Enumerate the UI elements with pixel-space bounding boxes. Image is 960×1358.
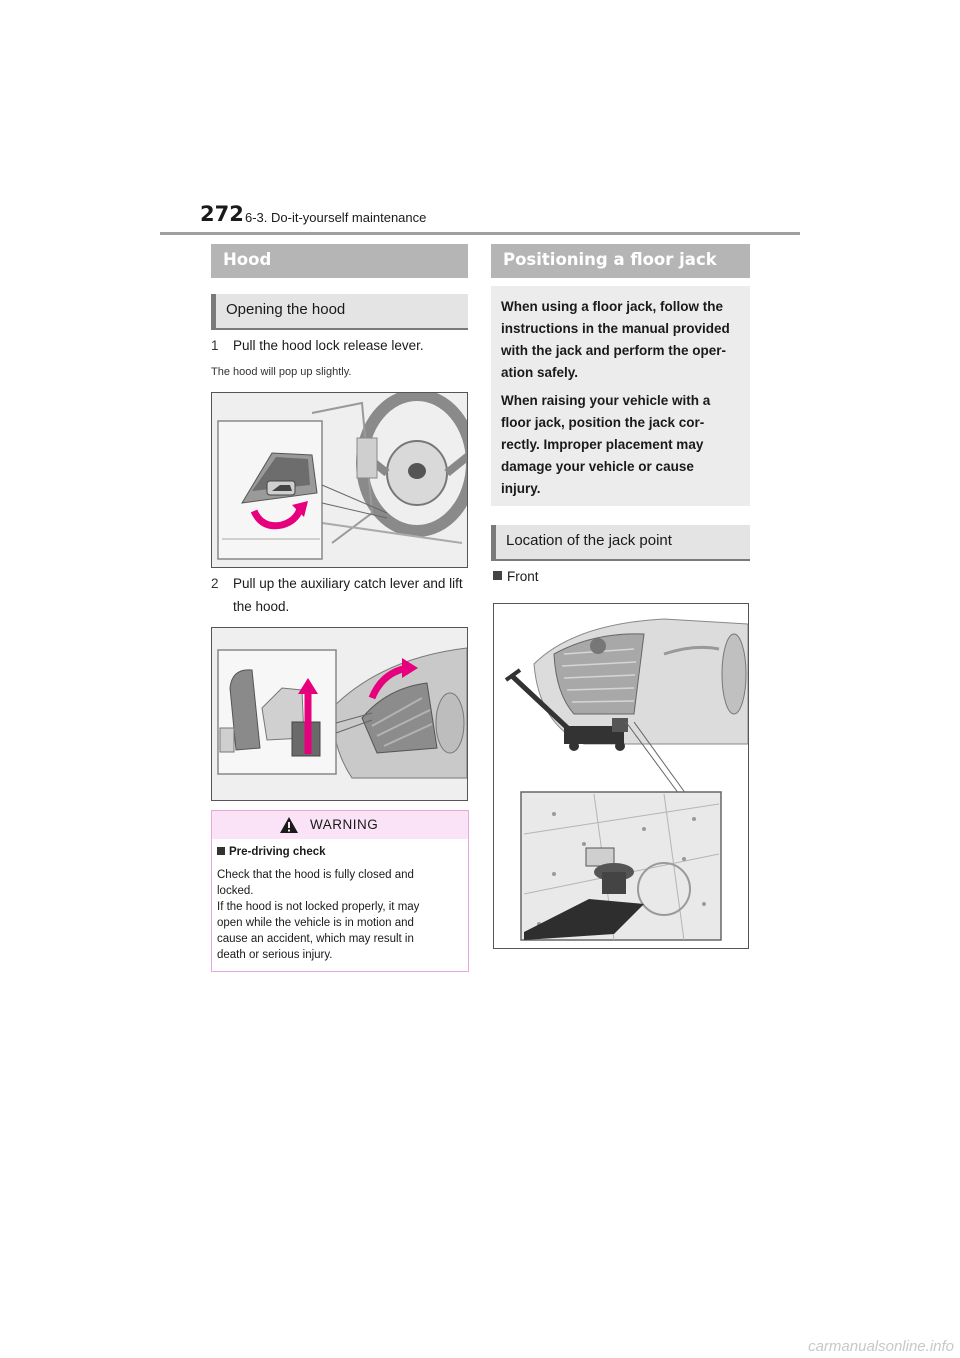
info-paragraph-2: When raising your vehicle with a floor jack, position the jack cor-rectly. Improper placement may damage your vehicle or cause injury. <box>501 393 711 496</box>
step-1-note: The hood will pop up slightly. <box>211 366 352 378</box>
jack-point-figure <box>493 603 749 949</box>
warning-header <box>212 811 468 839</box>
hood-title: Hood <box>223 250 272 269</box>
hood-release-figure <box>211 392 468 568</box>
watermark <box>680 1336 960 1358</box>
step-1-text: Pull the hood lock release lever. <box>233 338 424 353</box>
step-2-number: 2 <box>211 576 219 591</box>
opening-hood-label: Opening the hood <box>226 301 346 318</box>
warning-triangle-icon <box>279 816 299 834</box>
warning-subtitle: Pre-driving check <box>217 846 326 858</box>
opening-hood-heading <box>211 294 468 328</box>
step-2-text: Pull up the auxiliary catch lever and lift the hood. <box>233 576 463 614</box>
warning-box <box>211 810 469 972</box>
auxiliary-catch-figure <box>211 627 468 801</box>
section-path: 6-3. Do-it-yourself maintenance <box>245 210 427 225</box>
front-bullet-icon <box>493 571 502 580</box>
warning-bullet-icon <box>217 847 225 855</box>
hood-title-bar <box>211 244 468 278</box>
auxiliary-catch-illustration <box>212 628 467 800</box>
jack-point-heading <box>491 525 750 559</box>
floor-jack-title-bar <box>491 244 750 278</box>
warning-title: WARNING <box>310 817 379 832</box>
step-1 <box>211 334 468 357</box>
front-label: Front <box>493 569 539 584</box>
step-2 <box>211 572 468 618</box>
watermark-text: carmanualsonline.info <box>808 1338 954 1355</box>
header-rule <box>160 232 800 235</box>
jack-point-illustration <box>494 604 748 948</box>
floor-jack-title: Positioning a floor jack <box>503 250 717 269</box>
page-number: 272 <box>200 202 244 226</box>
info-paragraph-1: When using a floor jack, follow the instructions in the manual provided with the jack and perform the oper-ation safely. <box>501 299 730 380</box>
hood-release-illustration <box>212 393 467 567</box>
step-1-number: 1 <box>211 338 219 353</box>
floor-jack-info-box <box>491 286 750 506</box>
warning-body: Check that the hood is fully closed and locked. If the hood is not locked properly, it may open while the vehicle is in motion and cause an accident, which may result in death or serious injury. <box>217 869 420 961</box>
jack-point-label: Location of the jack point <box>506 532 672 549</box>
